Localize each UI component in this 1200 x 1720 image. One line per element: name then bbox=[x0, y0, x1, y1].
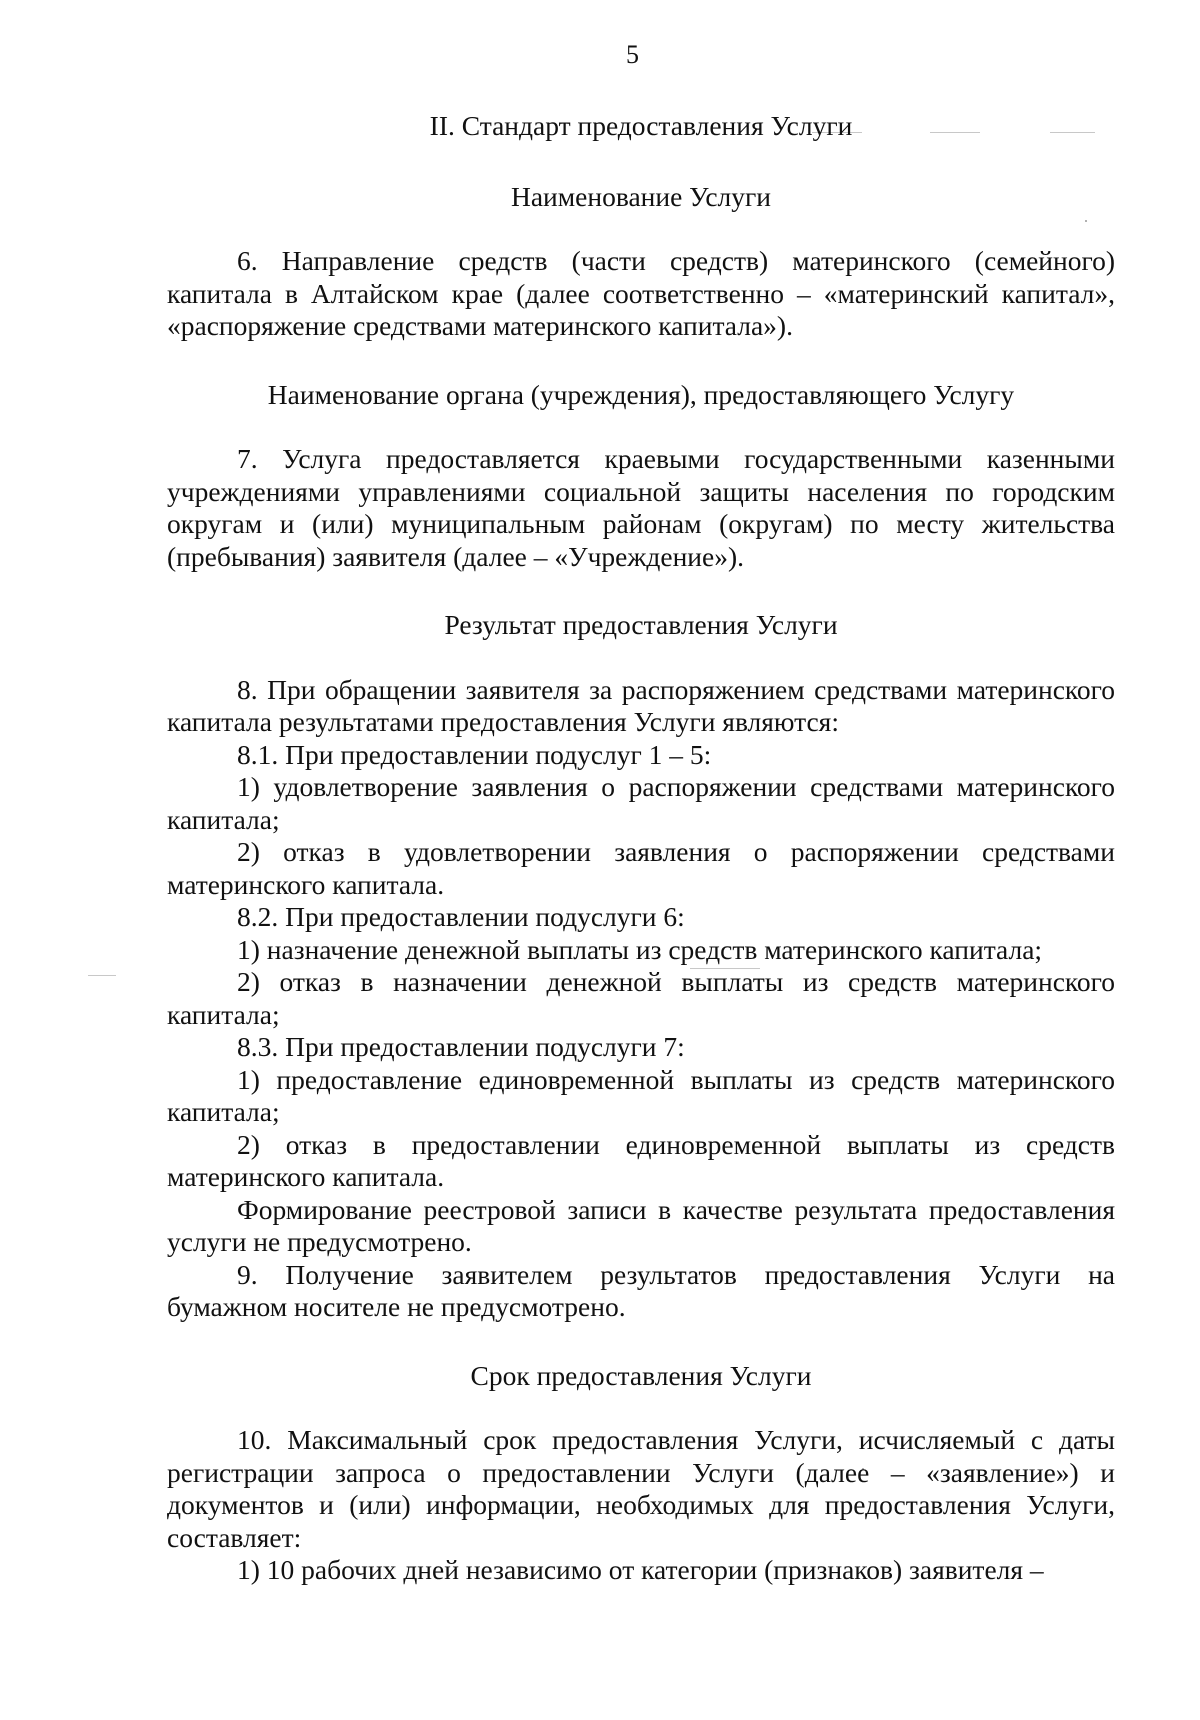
list-item: 2) отказ в удовлетворении заявления о распоряжении средствами материнского капитала. bbox=[167, 836, 1115, 900]
list-item: 2) отказ в предоставлении единовременной выплаты из средств материнского капитала. bbox=[167, 1128, 1115, 1192]
scan-line bbox=[88, 975, 116, 976]
page-number: 5 bbox=[626, 40, 639, 69]
heading-term: Срок предоставления Услуги bbox=[470, 1359, 812, 1391]
paragraph-8-3: 8.3. При предоставлении подуслуги 7: bbox=[237, 1031, 685, 1062]
heading-provider: Наименование органа (учреждения), предоставляющего Услугу bbox=[267, 378, 1015, 410]
list-item: 1) назначение денежной выплаты из средств материнского капитала; bbox=[237, 933, 1043, 965]
document-body bbox=[167, 110, 1115, 1587]
paragraph-8-2: 8.2. При предоставлении подуслуги 6: bbox=[237, 901, 685, 932]
paragraph-8-1: 8.1. При предоставлении подуслуг 1 – 5: bbox=[237, 738, 712, 770]
paragraph-registry: Формирование реестровой записи в качестве результата предоставления услуги не предусмотрено. bbox=[167, 1193, 1115, 1257]
paragraph-8: 8. При обращении заявителя за распоряжением средствами материнского капитала результатами предоставления Услуги являются: bbox=[167, 673, 1115, 737]
list-item: 1) предоставление единовременной выплаты из средств материнского капитала; bbox=[167, 1063, 1115, 1127]
paragraph-6: 6. Направление средств (части средств) материнского (семейного) капитала в Алтайском крае (далее соответственно – «материнский капитал», «распоряжение средствами материнского капитала»). bbox=[167, 245, 1115, 341]
list-item: 1) удовлетворение заявления о распоряжении средствами материнского капитала; bbox=[167, 771, 1115, 835]
paragraph-10: 10. Максимальный срок предоставления Услуги, исчисляемый с даты регистрации запроса о предоставлении Услуги (далее – «заявление») и документов и (или) информации, необходимых для предоставления Услуги, составляет: bbox=[167, 1424, 1115, 1553]
paragraph-9: 9. Получение заявителем результатов предоставления Услуги на бумажном носителе не предусмотрено. bbox=[167, 1258, 1115, 1322]
paragraph-7: 7. Услуга предоставляется краевыми государственными казенными учреждениями управлениями социальной защиты населения по городским округам и (или) муниципальным районам (округам) по месту жительства (пребывания) заявителя (далее – «Учреждение»). bbox=[167, 443, 1115, 572]
list-item: 2) отказ в назначении денежной выплаты из средств материнского капитала; bbox=[167, 966, 1115, 1030]
list-item: 1) 10 рабочих дней независимо от категории (признаков) заявителя – bbox=[237, 1554, 1044, 1585]
heading-service-name: Наименование Услуги bbox=[510, 180, 772, 212]
heading-result: Результат предоставления Услуги bbox=[444, 609, 838, 640]
section-title: II. Стандарт предоставления Услуги bbox=[429, 110, 853, 141]
